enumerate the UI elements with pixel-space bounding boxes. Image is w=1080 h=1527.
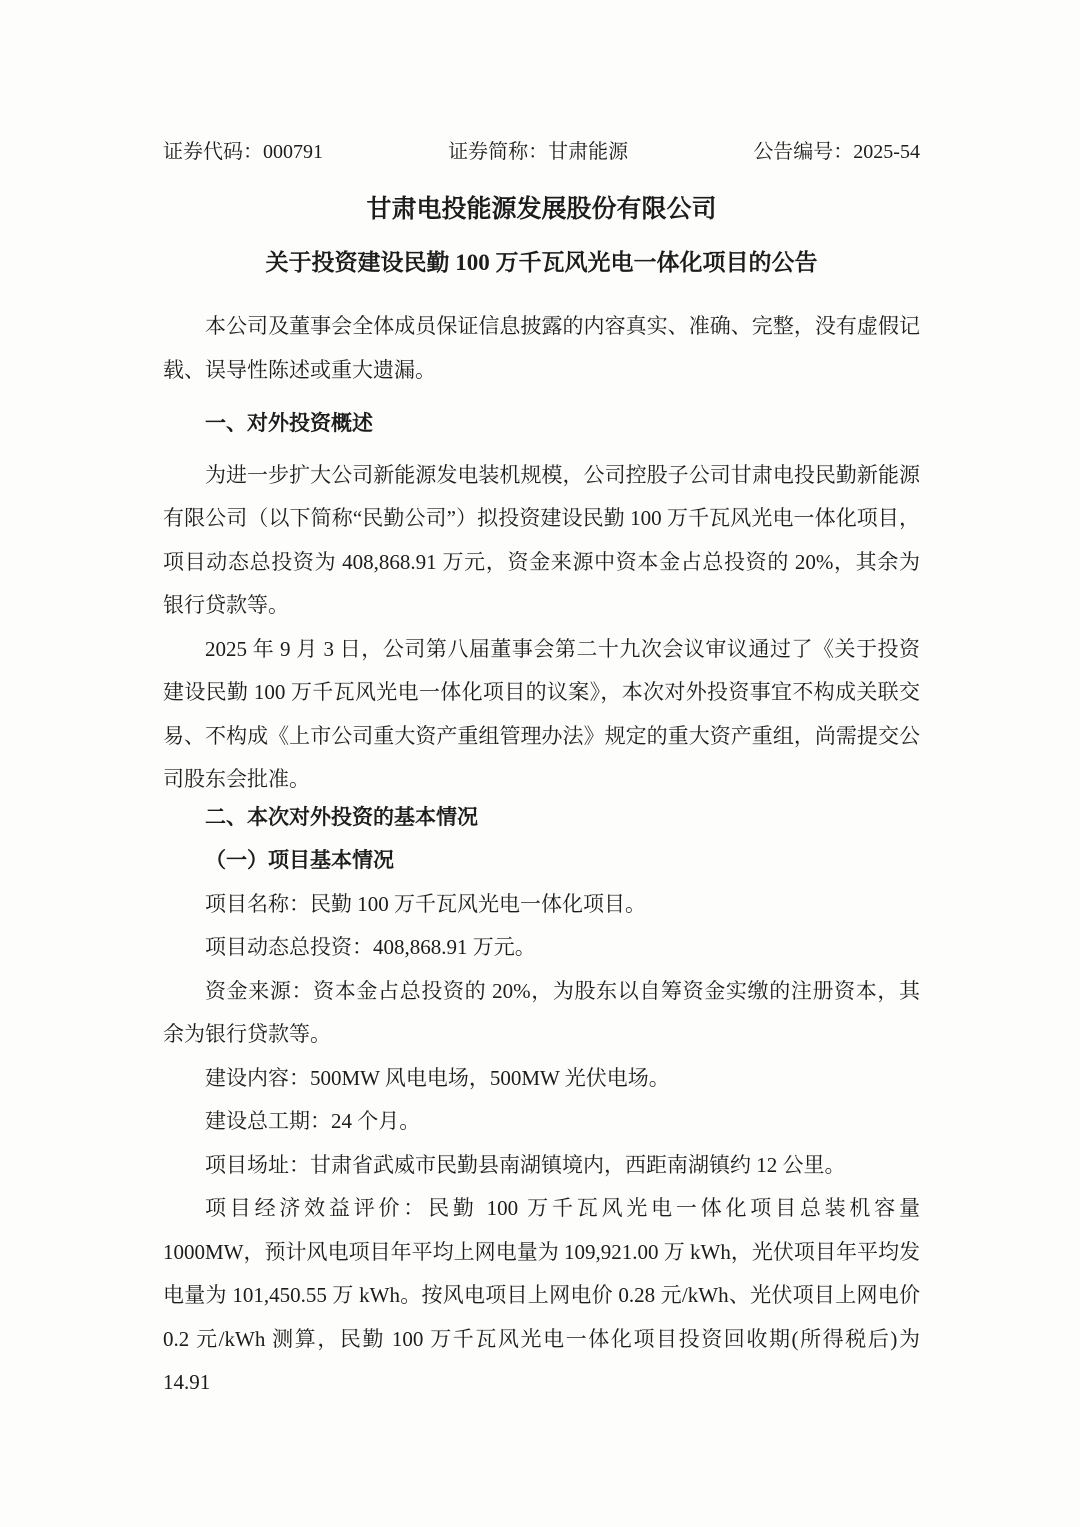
section-2-subheading: （一）项目基本情况	[205, 848, 394, 872]
security-name: 证券简称：甘肃能源	[448, 141, 629, 163]
company-title: 甘肃电投能源发展股份有限公司	[366, 196, 717, 223]
item-project-site: 项目场址：甘肃省武威市民勤县南湖镇境内，西距南湖镇约 12 公里。	[205, 1152, 846, 1177]
section-1-heading: 一、对外投资概述	[205, 411, 373, 435]
item-economic-evaluation: 项目经济效益评价：民勤 100 万千瓦风光电一体化项目总装机容量 1000MW，预计风电项目年平均上网电量为 109,921.00 万 kWh，光伏项目年平均发电量为 101,450.55 万 kWh。按风电项目上网电价 0.28 元/kWh、光伏项目上网电价 0.2 元/kWh 测算，民勤 100 万千瓦风光电一体化项目投资回收期(所得税后)为 14.91	[163, 1196, 920, 1394]
document-content	[163, 140, 920, 1405]
item-construction-content: 建设内容：500MW 风电电场，500MW 光伏电场。	[205, 1065, 670, 1090]
section-1-paragraph-1: 为进一步扩大公司新能源发电装机规模，公司控股子公司甘肃电投民勤新能源有限公司（以下简称“民勤公司”）拟投资建设民勤 100 万千瓦风光电一体化项目，项目动态总投资为 408,868.91 万元，资金来源中资本金占总投资的 20%，其余为银行贷款等。	[163, 462, 920, 617]
item-total-investment: 项目动态总投资：408,868.91 万元。	[205, 935, 536, 959]
disclaimer-paragraph: 本公司及董事会全体成员保证信息披露的内容真实、准确、完整，没有虚假记载、误导性陈述或重大遗漏。	[163, 314, 920, 382]
item-construction-period: 建设总工期：24 个月。	[205, 1109, 421, 1133]
security-code: 证券代码：000791	[163, 141, 323, 163]
announcement-title: 关于投资建设民勤 100 万千瓦风光电一体化项目的公告	[265, 250, 818, 275]
section-2-heading: 二、本次对外投资的基本情况	[205, 804, 478, 829]
item-project-name: 项目名称：民勤 100 万千瓦风光电一体化项目。	[205, 891, 646, 916]
document-header-row	[163, 140, 920, 165]
section-1-paragraph-2: 2025 年 9 月 3 日，公司第八届董事会第二十九次会议审议通过了《关于投资建设民勤 100 万千瓦风光电一体化项目的议案》，本次对外投资事宜不构成关联交易、不构成《上市公司重大资产重组管理办法》规定的重大资产重组，尚需提交公司股东会批准。	[163, 636, 920, 791]
announcement-number: 公告编号：2025-54	[753, 141, 920, 163]
document-body	[163, 305, 920, 1405]
item-funding-source: 资金来源：资本金占总投资的 20%，为股东以自筹资金实缴的注册资本，其余为银行贷款等。	[163, 978, 920, 1046]
